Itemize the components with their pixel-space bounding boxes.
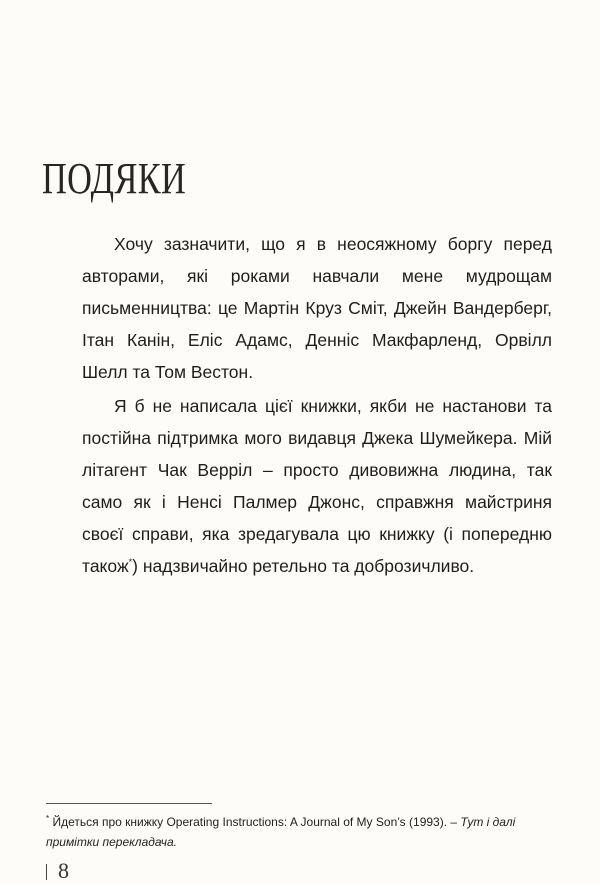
page-number-divider — [46, 864, 47, 880]
paragraph-1: Хочу зазначити, що я в неосяжному боргу перед авторами, які роками навчали мене мудрощам письменництва: це Мартін Круз Сміт, Джейн Вандерберг, Ітан Канін, Еліс Адамс, Денніс Макфарленд, Орвілл Шелл та Том Вестон. — [82, 234, 552, 382]
footnote — [46, 812, 556, 852]
body-text — [82, 228, 552, 582]
page-number: 8 — [58, 858, 69, 883]
page-title: ПОДЯКИ — [42, 154, 187, 203]
footnote-marker: * — [128, 557, 133, 568]
paragraph-2-text-end: ) надзвичайно ретельно та доброзичливо. — [132, 556, 475, 576]
footnote-divider — [46, 803, 212, 804]
footnote-marker-label: * — [46, 814, 50, 823]
footnote-text: Йдеться про книжку Operating Instructions: A Journal of My Son’s (1993). – — [49, 815, 461, 829]
footnote-italic-text: Тут і далі примітки перекладача. — [46, 815, 516, 849]
paragraph-2 — [82, 390, 552, 582]
paragraph-2-text: Я б не написала цієї книжки, якби не настанови та постійна підтримка мого видавця Джека Шумейкера. Мій літагент Чак Верріл – просто дивовижна людина, так само як і Ненсі Палмер Джонс, справжня майстриня своєї справи, яка зредагувала цю книжку (і попередню також — [82, 396, 552, 576]
